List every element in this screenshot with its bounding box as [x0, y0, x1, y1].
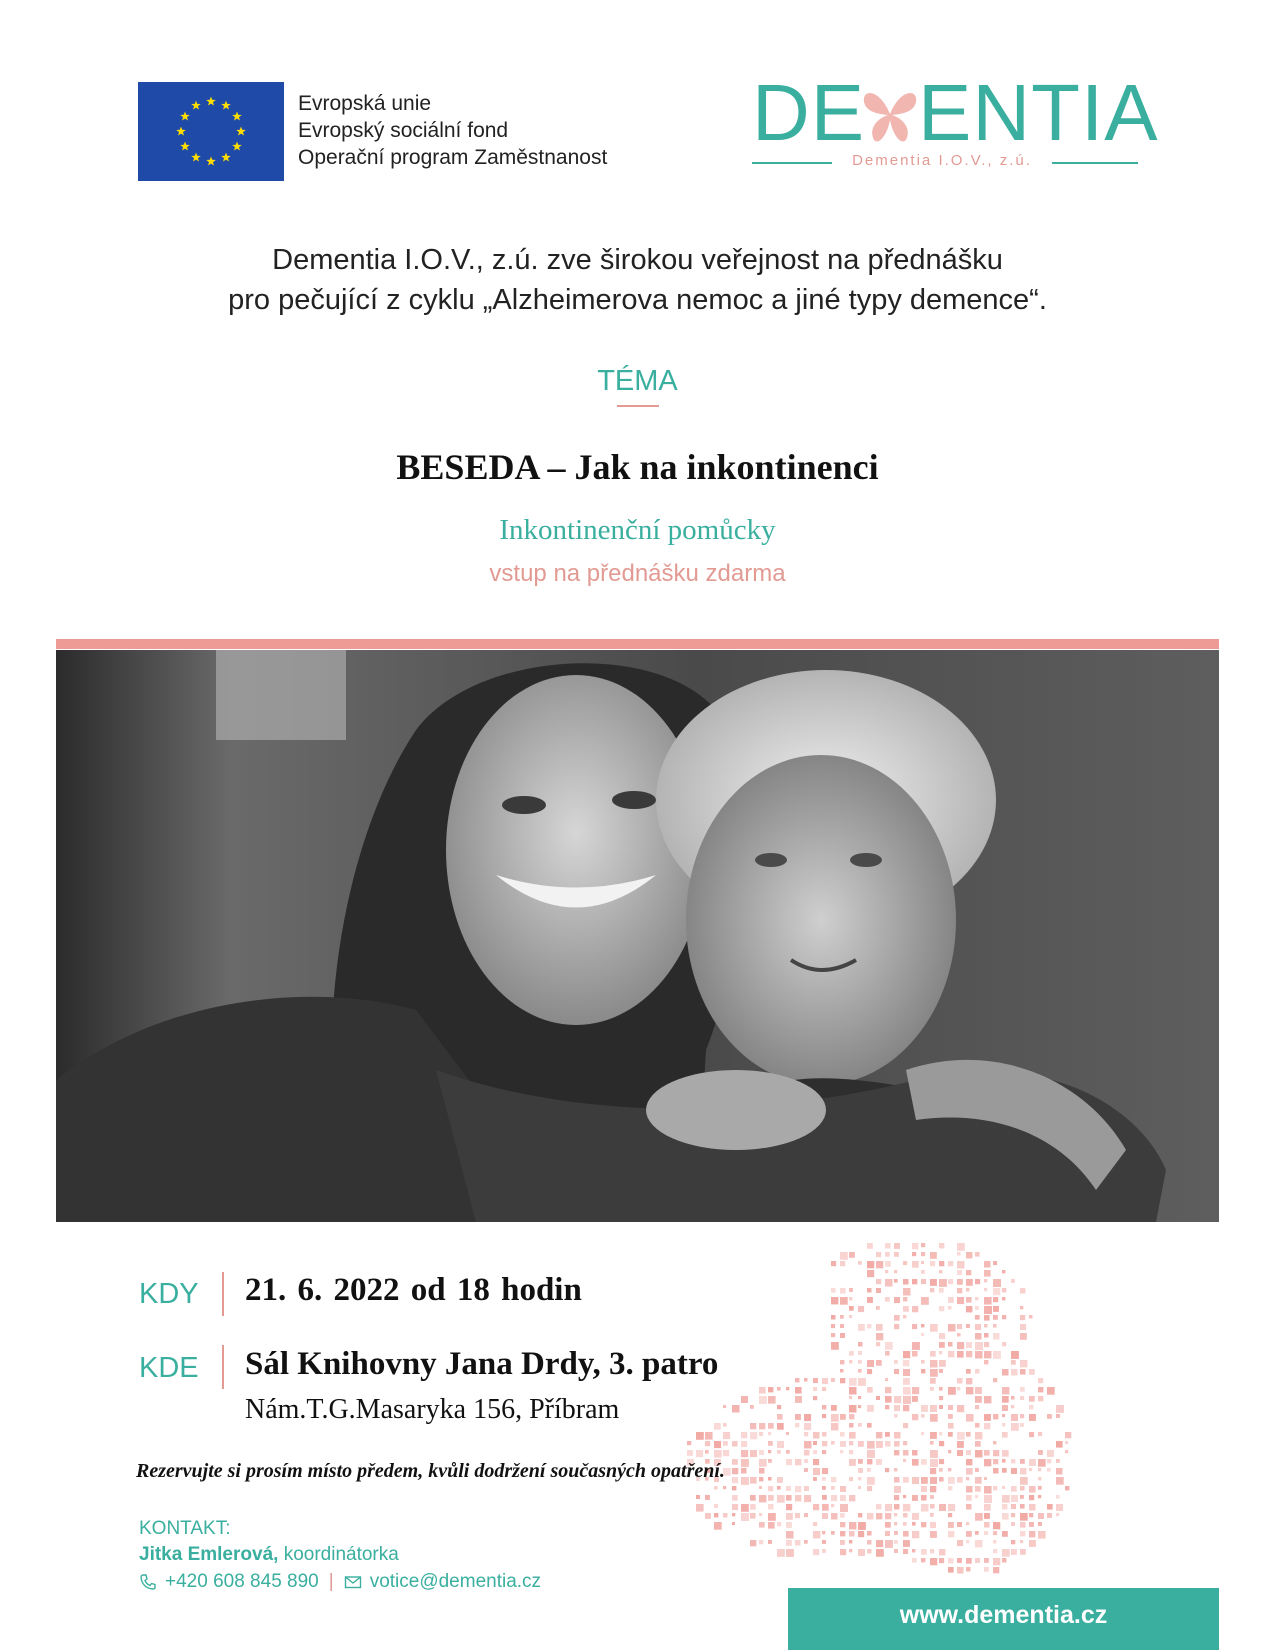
contact-details: [139, 1571, 541, 1593]
logo-text-right: ENTIA: [918, 68, 1159, 157]
eu-funding-text: [298, 90, 607, 171]
topic-label: TÉMA: [597, 365, 678, 397]
contact-name: Jitka Emlerová,: [139, 1544, 279, 1565]
topic-underline: [617, 405, 659, 407]
where-value: Sál Knihovny Jana Drdy, 3. patro: [245, 1346, 719, 1382]
free-entry-text: vstup na přednášku zdarma: [489, 560, 786, 587]
website-banner[interactable]: [788, 1588, 1219, 1650]
accent-bar: [56, 639, 1219, 649]
dementia-logo: [752, 68, 1159, 176]
contact-role: koordinátorka: [278, 1544, 399, 1565]
intro-line-2: pro pečující z cyklu „Alzheimerova nemoc a jiné typy demence“.: [228, 284, 1047, 316]
eu-line-2: Evropský sociální fond: [298, 119, 509, 142]
contact-person: [139, 1544, 399, 1566]
eu-line-3: Operační program Zaměstnanost: [298, 146, 608, 169]
contact-email[interactable]: votice@dementia.cz: [369, 1571, 542, 1592]
where-label: KDE: [139, 1352, 199, 1384]
butterfly-icon: [860, 84, 920, 146]
reservation-note: Rezervujte si prosím místo předem, kvůli dodržení současných opatření.: [136, 1460, 725, 1482]
contact-phone[interactable]: +420 608 845 890: [165, 1571, 319, 1592]
when-divider: [222, 1272, 224, 1316]
intro-line-1: Dementia I.O.V., z.ú. zve širokou veřejnost na přednášku: [272, 244, 1003, 276]
mail-icon: [344, 1573, 362, 1591]
when-value: 21. 6. 2022 od 18 hodin: [245, 1272, 582, 1308]
event-title: BESEDA – Jak na inkontinenci: [396, 447, 879, 487]
when-label: KDY: [139, 1278, 199, 1310]
decorative-butterfly-icon: [660, 1225, 1130, 1645]
phone-icon: [139, 1573, 157, 1591]
where-divider: [222, 1345, 224, 1389]
logo-rule-left: [752, 162, 832, 164]
eu-line-1: Evropská unie: [298, 92, 432, 115]
logo-text-left: DE: [752, 68, 866, 157]
contact-heading: KONTAKT:: [139, 1518, 231, 1539]
website-link[interactable]: www.dementia.cz: [899, 1601, 1108, 1629]
eu-flag-icon: [138, 82, 284, 181]
hero-photo: [56, 650, 1219, 1222]
event-subtitle: Inkontinenční pomůcky: [499, 514, 776, 546]
where-address: Nám.T.G.Masaryka 156, Příbram: [245, 1394, 620, 1425]
intro-text: [100, 240, 1175, 320]
logo-rule-right: [1052, 162, 1138, 164]
contact-separator: |: [328, 1571, 334, 1592]
logo-subtitle: Dementia I.O.V., z.ú.: [852, 152, 1032, 169]
dementia-wordmark: [752, 68, 1159, 157]
